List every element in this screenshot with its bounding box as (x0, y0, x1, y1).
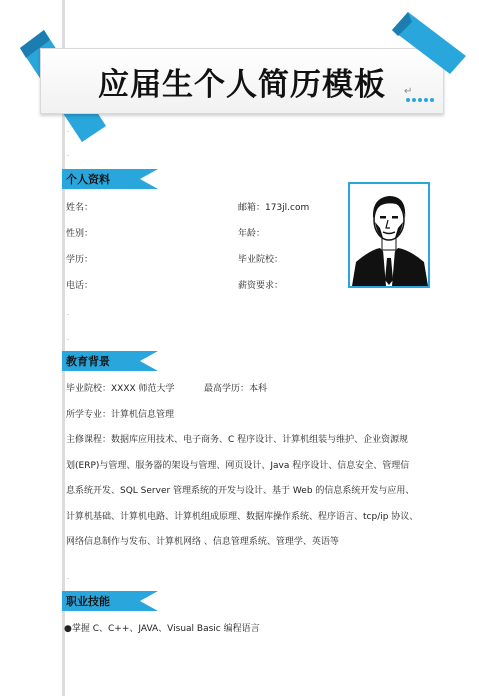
courses-line: 划(ERP)与管理、服务器的架设与管理、网页设计、Java 程序设计、信息安全、管理信 (66, 460, 410, 471)
section-title: 个人资料 (66, 173, 110, 186)
section-header-personal (62, 169, 158, 189)
skill-item: ●掌握 C、C++、JAVA、Visual Basic 编程语言 (64, 624, 260, 634)
school-line: 毕业院校：XXXX 师范大学 (66, 384, 175, 394)
banner-dots-decoration (405, 96, 437, 104)
section-header-education (62, 351, 158, 371)
section-header-skills (62, 591, 158, 611)
right-ribbon-decoration (382, 8, 466, 74)
profile-photo (348, 182, 430, 288)
field-age: 年龄： (238, 229, 266, 239)
paragraph-mark: . (67, 126, 70, 134)
courses-paragraph (66, 428, 426, 556)
field-email: 邮箱：173jl.com (238, 203, 310, 213)
courses-line: 息系统开发、SQL Server 管理系统的开发与设计、基于 Web 的信息系统开发与应用、 (66, 486, 415, 496)
degree-line: 最高学历：本科 (204, 384, 268, 394)
paragraph-mark: . (67, 309, 70, 317)
field-salary: 薪资要求： (238, 281, 284, 291)
field-name: 姓名： (66, 203, 94, 213)
courses-line: 主修课程：数据库应用技术、电子商务、C 程序设计、计算机组装与维护、企业资源规 (66, 435, 409, 445)
section-title: 教育背景 (66, 355, 110, 368)
section-title: 职业技能 (66, 595, 110, 608)
courses-line: 网络信息制作与发布、计算机网络 、信息管理系统、管理学、英语等 (66, 537, 339, 547)
page-title: 应届生个人简历模板 (98, 67, 386, 103)
paragraph-mark: . (67, 150, 70, 158)
major-line: 所学专业：计算机信息管理 (66, 410, 175, 420)
courses-line: 计算机基础、计算机电路、计算机组成原理、数据库操作系统、程序语言、tcp/ip 协议、 (66, 511, 419, 522)
field-education: 学历： (66, 255, 94, 265)
field-school: 毕业院校： (238, 255, 284, 265)
paragraph-mark: . (67, 573, 70, 581)
field-phone: 电话： (66, 281, 94, 291)
person-portrait-icon (350, 184, 428, 286)
field-gender: 性别： (66, 229, 94, 239)
title-return-mark: ↵ (404, 86, 413, 97)
paragraph-mark: . (67, 334, 70, 342)
